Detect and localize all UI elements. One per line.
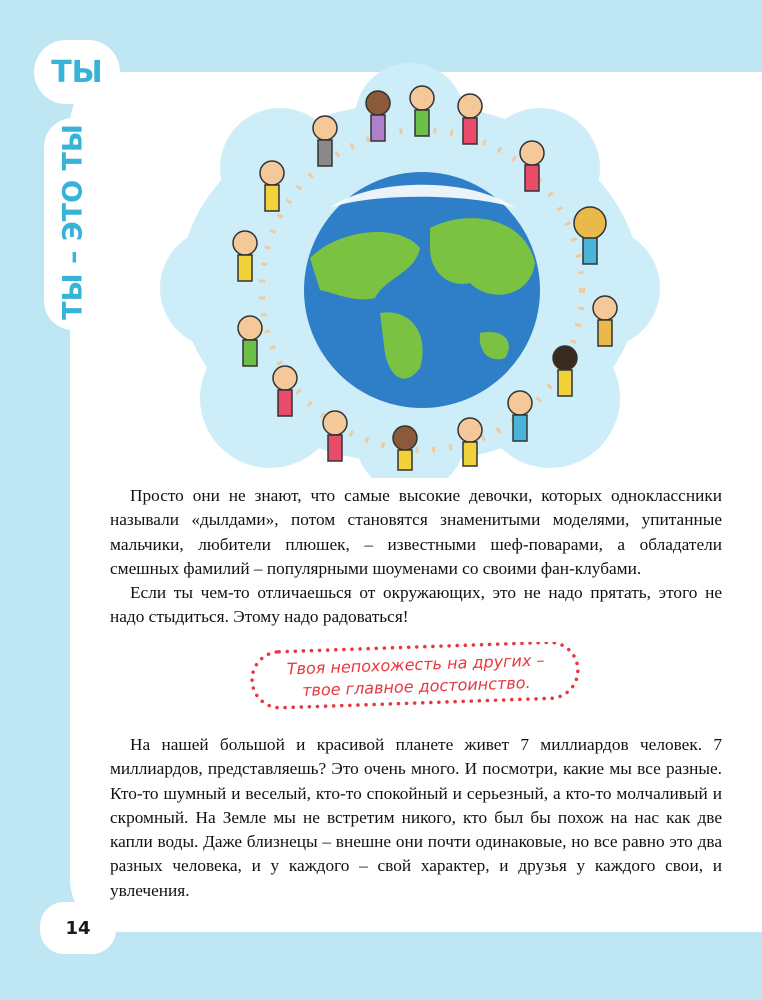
body-text-top [110, 484, 722, 630]
callout-box [248, 642, 584, 710]
paragraph-3: На нашей большой и красивой планете живет 7 миллиардов человек. 7 миллиардов, представляешь? Это очень много. И посмотри, какие мы все разные. Кто-то шумный и веселый, кто-то спокойный и серьезный, а кто-то молчаливый и скромный. На Земле мы не встретим никого, кто был бы похож на нас как две капли воды. Даже близнецы – внешне они почти одинаковые, но все равно это два разных человека, и у каждого – свой характер, и друзья у каждого свои, и увлечения. [110, 735, 722, 900]
paragraph-2: Если ты чем-то отличаешься от окружающих, это не надо прятать, этого не надо стыдиться. Этому надо радоваться! [110, 583, 722, 627]
callout-line-2: твое главное достоинство. [301, 673, 531, 700]
globe-icon [304, 172, 540, 408]
body-text-bottom [110, 733, 722, 903]
callout-text [247, 636, 585, 716]
section-tag: ТЫ [34, 40, 120, 104]
paragraph-1: Просто они не знают, что самые высокие девочки, которых одноклассники называли «дылдами», потом становятся знаменитыми моделями, упитанные мальчики, любители плюшек, – известными шеф-поварами, а обладатели смешных фамилий – популярными шоуменами со своими фан-клубами. [110, 486, 722, 578]
globe-children-illustration [160, 58, 660, 478]
page-number: 14 [40, 902, 116, 954]
callout-line-1: Твоя непохожесть на других – [286, 650, 545, 679]
side-title: ТЫ – ЭТО ТЫ [57, 124, 89, 320]
